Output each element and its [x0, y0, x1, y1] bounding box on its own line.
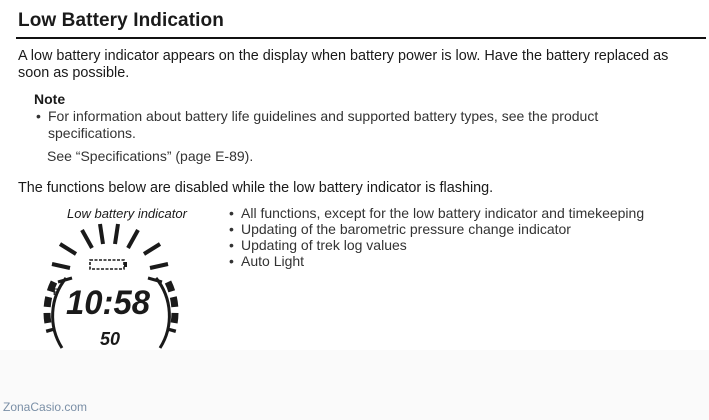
figure-caption: Low battery indicator [67, 206, 187, 221]
note-bullet-text: For information about battery life guidelines and supported battery types, see the product specifications. [48, 108, 599, 141]
page-footer-band [0, 350, 709, 420]
disabled-functions-intro: The functions below are disabled while the low battery indicator is flashing. [18, 180, 494, 196]
source-watermark: ZonaCasio.com [3, 400, 88, 414]
note-heading: Note [34, 91, 66, 107]
section-title: Low Battery Indication [18, 10, 224, 31]
watch-display-illustration [38, 222, 183, 350]
pm-indicator: P [53, 287, 60, 297]
list-item-text: Updating of the barometric pressure change indicator [241, 221, 571, 237]
list-item-text: All functions, except for the low battery indicator and timekeeping [241, 205, 645, 221]
disabled-functions-list [229, 205, 644, 269]
list-item-text: Auto Light [241, 253, 305, 269]
bullet-icon: • [229, 237, 234, 253]
list-item [229, 237, 644, 253]
title-underline [16, 37, 706, 39]
list-item [229, 221, 644, 237]
time-readout: 10:58 [66, 284, 151, 322]
bullet-icon: • [229, 221, 234, 237]
seconds-readout: 50 [100, 329, 121, 349]
bullet-icon: • [229, 205, 234, 221]
list-item [229, 253, 644, 269]
list-item [229, 205, 644, 221]
bullet-icon: • [229, 253, 234, 269]
flash-rays [52, 224, 168, 282]
intro-paragraph: A low battery indicator appears on the display when battery power is low. Have the battery replaced as soon as possible. [18, 48, 669, 81]
battery-icon [90, 260, 127, 269]
bullet-icon: • [36, 108, 41, 124]
list-item-text: Updating of trek log values [241, 237, 407, 253]
specifications-reference: See “Specifications” (page E-89). [47, 148, 254, 164]
note-bullet-item [36, 108, 676, 141]
